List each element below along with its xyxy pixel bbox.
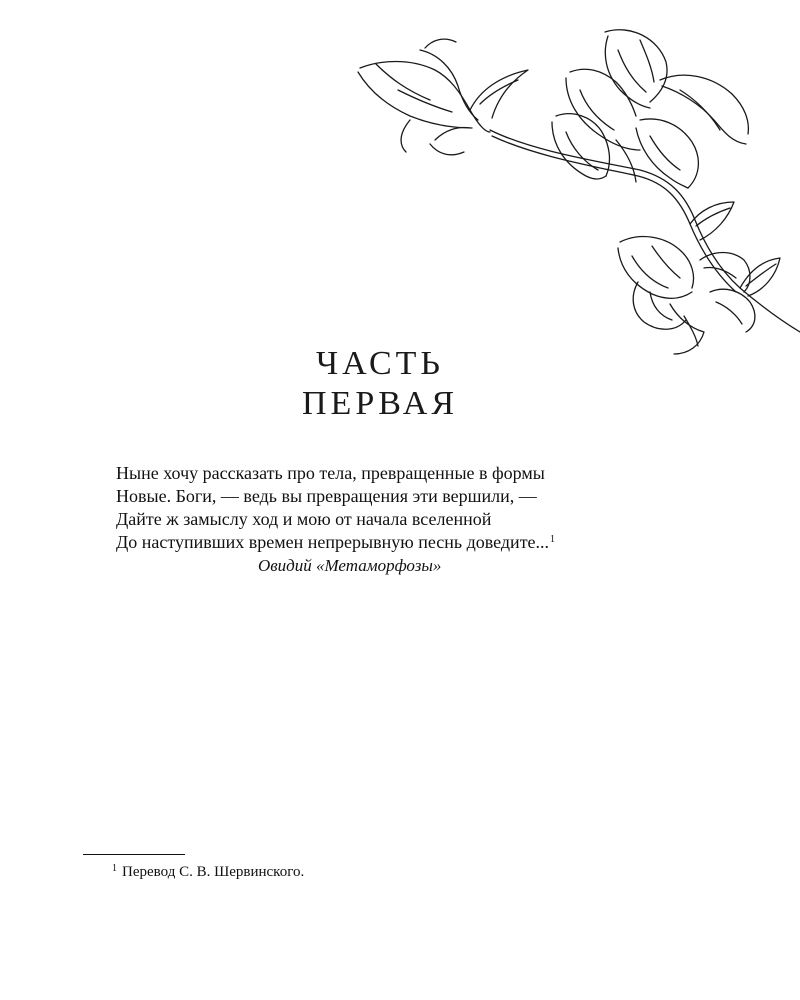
epigraph-attribution: Овидий «Метаморфозы» <box>258 556 442 575</box>
epigraph-line-1: Ныне хочу рассказать про тела, превращенные в формы <box>116 463 545 483</box>
footnote-text: Перевод С. В. Шервинского. <box>122 864 305 880</box>
epigraph-line-2: Новые. Боги, — ведь вы превращения эти вершили, — <box>116 486 537 506</box>
epigraph-line-4: До наступивших времен непрерывную песнь доведите... <box>116 532 550 552</box>
epigraph-line-3: Дайте ж замыслу ход и мою от начала вселенной <box>116 509 492 529</box>
footnote-divider <box>83 854 185 855</box>
footnote-reference[interactable]: 1 <box>550 534 556 545</box>
chapter-title-line-2: ПЕРВАЯ <box>302 385 458 422</box>
footnote <box>112 864 304 881</box>
footnote-mark: 1 <box>112 863 117 874</box>
epigraph-line-4-wrapper <box>116 531 555 554</box>
iris-flower-illustration-icon <box>340 20 800 360</box>
chapter-title-line-1: ЧАСТЬ <box>316 345 444 382</box>
epigraph <box>116 462 555 554</box>
